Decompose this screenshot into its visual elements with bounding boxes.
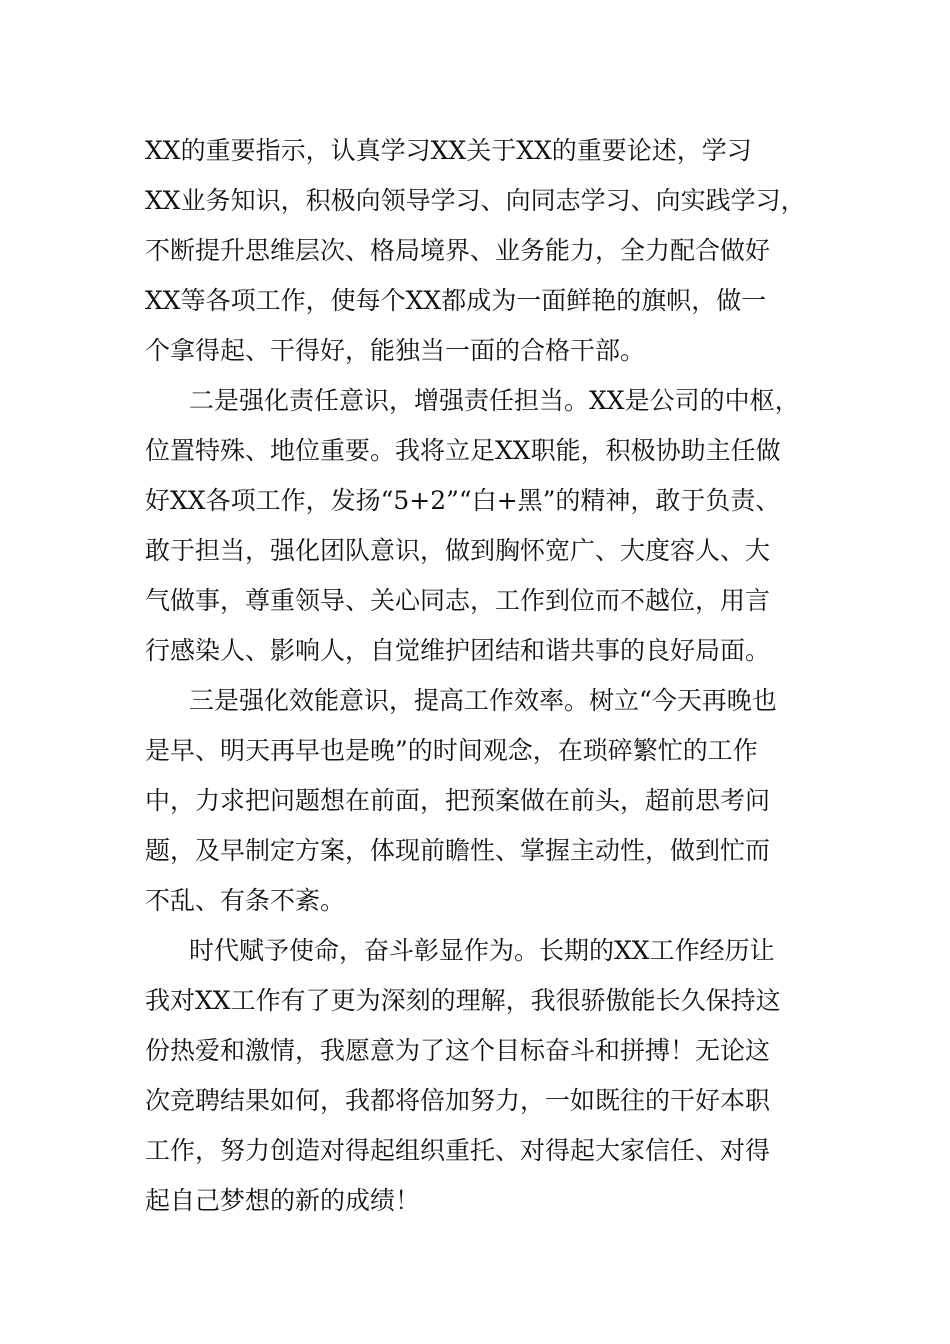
text-line: 气做事，尊重领导、关心同志，工作到位而不越位，用言: [145, 586, 771, 615]
paragraph-start-line: 二是强化责任意识，增强责任担当。XX是公司的中枢，: [189, 386, 800, 415]
text-line: XX的重要指示，认真学习XX关于XX的重要论述，学习: [145, 136, 752, 165]
text-line: 行感染人、影响人，自觉维护团结和谐共事的良好局面。: [145, 636, 771, 665]
text-line: 份热爱和激情，我愿意为了这个目标奋斗和拼搏！无论这: [145, 1036, 771, 1065]
body-text: [145, 126, 815, 1226]
text-line: 个拿得起、干得好，能独当一面的合格干部。: [145, 336, 646, 365]
text-line: 中，力求把问题想在前面，把预案做在前头，超前思考问: [145, 786, 771, 815]
text-line: 题，及早制定方案，体现前瞻性、掌握主动性，做到忙而: [145, 836, 771, 865]
text-line: 是早、明天再早也是晚”的时间观念，在琐碎繁忙的工作: [145, 736, 758, 765]
text-line: 起自己梦想的新的成绩！: [145, 1186, 421, 1215]
text-line: 不断提升思维层次、格局境界、业务能力，全力配合做好: [145, 236, 771, 265]
text-line: XX业务知识，积极向领导学习、向同志学习、向实践学习，: [145, 186, 806, 215]
text-line: 次竞聘结果如何，我都将倍加努力，一如既往的干好本职: [145, 1086, 771, 1115]
text-line: XX等各项工作，使每个XX都成为一面鲜艳的旗帜，做一: [145, 286, 767, 315]
paragraph-start-line: 时代赋予使命，奋斗彰显作为。长期的XX工作经历让: [189, 936, 775, 965]
text-line: 不乱、有条不紊。: [145, 886, 346, 915]
text-line: 敢于担当，强化团队意识，做到胸怀宽广、大度容人、大: [145, 536, 771, 565]
paragraph-start-line: 三是强化效能意识，提高工作效率。树立“今天再晚也: [189, 686, 777, 715]
text-line: 好XX各项工作，发扬“5+2”“白+黑”的精神，敢于负责、: [145, 486, 781, 515]
text-line: 我对XX工作有了更为深刻的理解，我很骄傲能长久保持这: [145, 986, 781, 1015]
text-line: 工作，努力创造对得起组织重托、对得起大家信任、对得: [145, 1136, 771, 1165]
text-line: 位置特殊、地位重要。我将立足XX职能，积极协助主任做: [145, 436, 781, 465]
